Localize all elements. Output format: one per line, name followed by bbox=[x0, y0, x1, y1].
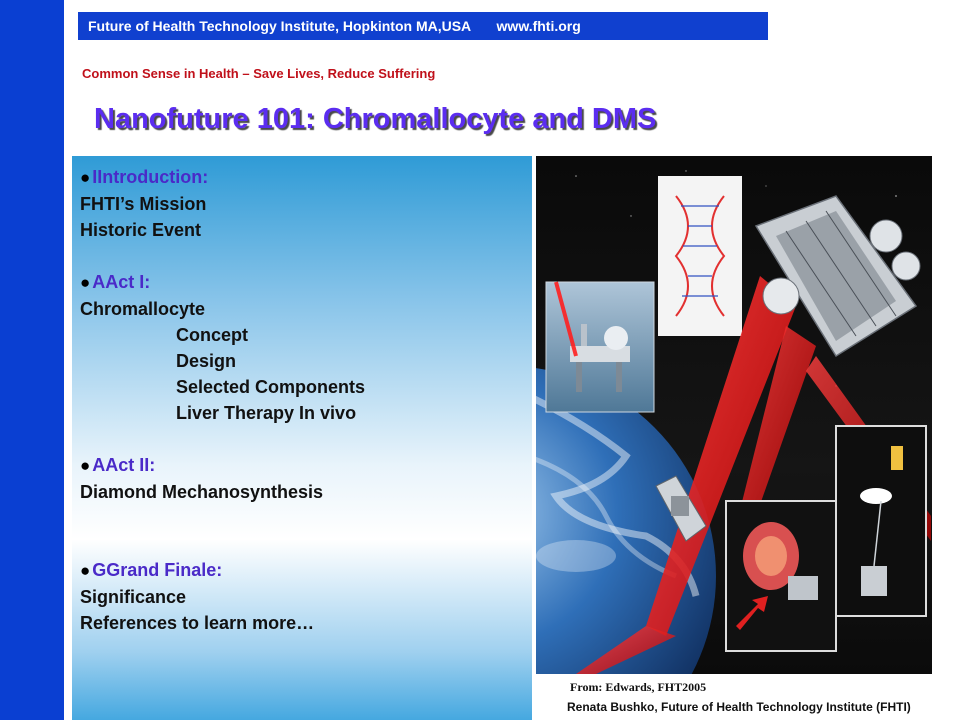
outline-line: FHTI’s Mission bbox=[80, 194, 207, 214]
website-url[interactable]: www.fhti.org bbox=[496, 18, 581, 34]
author-footer: Renata Bushko, Future of Health Technology Institute (FHTI) bbox=[567, 700, 911, 714]
spacer bbox=[80, 243, 532, 269]
bullet-icon: ● bbox=[80, 456, 91, 475]
dish-satellite-inset bbox=[726, 501, 836, 651]
section-heading-act-2: ● AAct II: bbox=[80, 455, 156, 475]
space-illustration-svg bbox=[536, 156, 932, 674]
bullet-icon: ● bbox=[80, 561, 91, 580]
antenna-satellite-inset bbox=[836, 426, 926, 616]
space-illustration bbox=[536, 156, 932, 674]
ocean-platform-inset bbox=[546, 282, 654, 412]
spacer bbox=[80, 505, 532, 557]
outline-line: Significance bbox=[80, 587, 187, 607]
section-heading-act-1: ● AAct I: bbox=[80, 272, 151, 292]
outline-panel bbox=[72, 156, 532, 720]
image-credit: From: Edwards, FHT2005 bbox=[570, 680, 707, 694]
section-heading-grand-finale: ● GGrand Finale: bbox=[80, 560, 223, 580]
helix-structure-inset bbox=[658, 176, 742, 336]
outline-subitem: Design bbox=[176, 351, 237, 371]
outline-line: References to learn more… bbox=[80, 613, 315, 633]
outline-subitem: Concept bbox=[176, 325, 248, 345]
bullet-icon: ● bbox=[80, 168, 91, 187]
outline-line: Chromallocyte bbox=[80, 299, 206, 319]
bullet-icon: ● bbox=[80, 273, 91, 292]
outline-line: Diamond Mechanosynthesis bbox=[80, 482, 324, 502]
outline-subitem: Selected Components bbox=[176, 377, 366, 397]
section-heading-introduction: ● IIntroduction: bbox=[80, 167, 209, 187]
tagline: Common Sense in Health – Save Lives, Reduce Suffering bbox=[82, 66, 436, 81]
outline-subitem: Liver Therapy In vivo bbox=[176, 403, 357, 423]
left-accent-bar bbox=[0, 0, 64, 720]
outline-line: Historic Event bbox=[80, 220, 202, 240]
outline-list bbox=[72, 156, 532, 636]
institute-name: Future of Health Technology Institute, Hopkinton MA,USA bbox=[88, 18, 471, 34]
header-banner bbox=[78, 12, 768, 40]
slide-title: Nanofuture 101: Chromallocyte and DMS bbox=[94, 103, 657, 135]
spacer bbox=[80, 426, 532, 452]
